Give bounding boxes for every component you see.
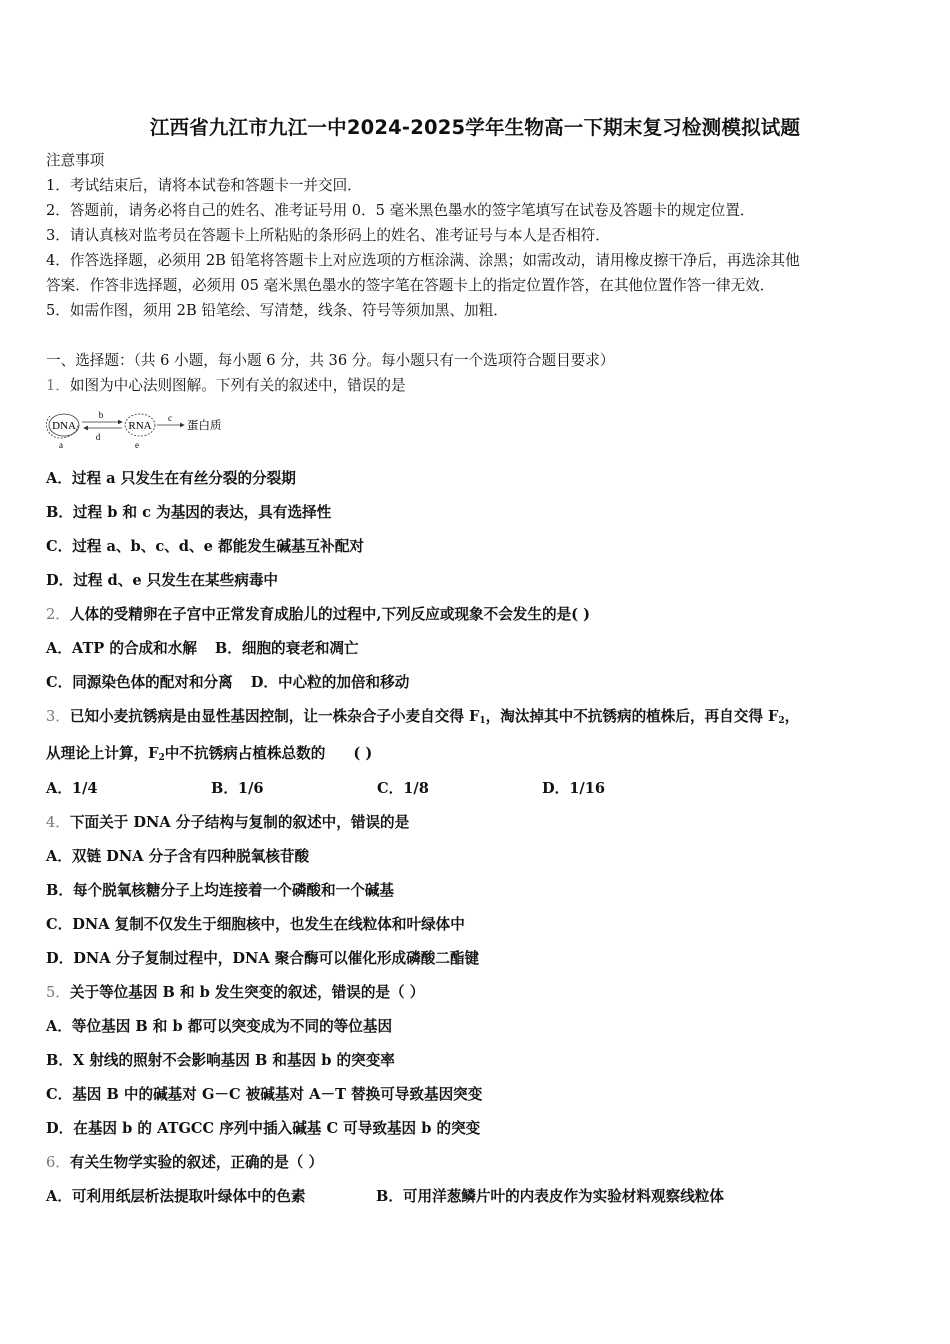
q2-option-d: D．中心粒的加倍和移动 [250, 674, 410, 691]
exam-title: 江西省九江市九江一中2024-2025学年生物高一下期末复习检测模拟试题 [149, 116, 801, 139]
q3-option-c: C．1/8 [377, 780, 429, 797]
q3-option-b: B．1/6 [211, 780, 264, 797]
answer-blank: ( ) [353, 745, 373, 762]
question-stem: 有关生物学实验的叙述，正确的是（ ） [69, 1154, 324, 1171]
notice-item-5: 5．如需作图，须用 2B 铅笔绘、写清楚，线条、符号等须加黑、加粗． [46, 302, 508, 319]
question-number: 2． [46, 606, 70, 623]
question-stem-part: ，淘汰掉其中不抗锈病的植株后，再自交得 F [485, 708, 779, 725]
question-stem-part: 已知小麦抗锈病是由显性基因控制，让一株杂合子小麦自交得 F [69, 708, 480, 725]
q4-option-d: D．DNA 分子复制过程中，DNA 聚合酶可以催化形成磷酸二酯键 [46, 950, 480, 967]
process-c-label: c [168, 413, 172, 423]
question-number: 5． [46, 984, 70, 1001]
question-stem-part: ， [784, 708, 800, 725]
notice-item-1: 1．考试结束后，请将本试卷和答题卡一并交回． [46, 177, 362, 194]
q4-option-b: B．每个脱氧核糖分子上均连接着一个磷酸和一个碱基 [46, 882, 394, 899]
central-dogma-diagram [44, 404, 244, 452]
subscript: 2 [158, 753, 165, 763]
q1-option-c: C．过程 a、b、c、d、e 都能发生碱基互补配对 [46, 538, 364, 555]
question-stem: 关于等位基因 B 和 b 发生突变的叙述，错误的是（ ） [69, 984, 425, 1001]
q2-option-a: A．ATP 的合成和水解 [46, 640, 197, 657]
q6-option-a: A．可利用纸层析法提取叶绿体中的色素 [46, 1188, 306, 1205]
q6-option-b: B．可用洋葱鳞片叶的内表皮作为实验材料观察线粒体 [376, 1188, 724, 1205]
q1-option-d: D．过程 d、e 只发生在某些病毒中 [46, 572, 279, 589]
question-number: 6． [46, 1154, 70, 1171]
q1-option-b: B．过程 b 和 c 为基因的表达，具有选择性 [46, 504, 332, 521]
notice-item-4-cont: 答案．作答非选择题，必须用 05 毫米黑色墨水的签字笔在答题卡上的指定位置作答，在其他位置作答一律无效． [46, 277, 775, 294]
question-3-cont [46, 744, 372, 768]
q2-option-b: B．细胞的衰老和凋亡 [214, 640, 359, 657]
process-d-label: d [95, 432, 101, 442]
subscript: 1 [479, 716, 486, 726]
q5-option-d: D．在基因 b 的 ATGCC 序列中插入碱基 C 可导致基因 b 的突变 [46, 1120, 481, 1137]
notice-item-2: 2．答题前，请务必将自己的姓名、准考证号用 0．5 毫米黑色墨水的签字笔填写在试卷及答题卡的规定位置． [46, 202, 755, 219]
rna-label: RNA [128, 420, 152, 432]
question-4 [46, 813, 409, 833]
question-number: 4． [46, 814, 70, 831]
protein-label: 蛋白质 [187, 418, 222, 432]
q2-options-cd [46, 673, 409, 693]
q4-option-a: A．双链 DNA 分子含有四种脱氧核苷酸 [46, 848, 310, 865]
question-stem: 人体的受精卵在子宫中正常发育成胎儿的过程中,下列反应或现象不会发生的是( ) [69, 606, 591, 623]
question-stem: 如图为中心法则图解。下列有关的叙述中，错误的是 [69, 377, 406, 394]
question-5 [46, 983, 424, 1003]
q1-option-a: A．过程 a 只发生在有丝分裂的分裂期 [46, 470, 296, 487]
question-6 [46, 1153, 323, 1173]
subscript: 2 [778, 716, 785, 726]
question-number: 3． [46, 708, 70, 725]
q3-option-a: A．1/4 [46, 780, 98, 797]
q4-option-c: C．DNA 复制不仅发生于细胞核中，也发生在线粒体和叶绿体中 [46, 916, 465, 933]
question-3 [46, 707, 799, 731]
question-2 [46, 605, 590, 625]
q5-option-b: B．X 射线的照射不会影响基因 B 和基因 b 的突变率 [46, 1052, 395, 1069]
question-1 [46, 376, 406, 396]
q3-option-d: D．1/16 [542, 780, 606, 797]
process-a-label: a [59, 440, 63, 450]
question-stem-part: 从理论上计算，F [46, 745, 159, 762]
notice-item-4: 4．作答选择题，必须用 2B 铅笔将答题卡上对应选项的方框涂满、涂黑；如需改动，请用橡皮擦干净后，再选涂其他 [46, 252, 800, 269]
process-e-label: e [135, 440, 139, 450]
notice-item-3: 3．请认真核对监考员在答题卡上所粘贴的条形码上的姓名、准考证号与本人是否相符． [46, 227, 610, 244]
question-stem: 下面关于 DNA 分子结构与复制的叙述中，错误的是 [69, 814, 410, 831]
dna-label: DNA [52, 420, 76, 432]
q5-option-c: C．基因 B 中的碱基对 G－C 被碱基对 A－T 替换可导致基因突变 [46, 1086, 483, 1103]
question-number: 1． [46, 377, 70, 394]
question-stem-part: 中不抗锈病占植株总数的 [164, 745, 326, 762]
section-heading: 一、选择题：（共 6 小题，每小题 6 分，共 36 分。每小题只有一个选项符合题目要求） [46, 352, 615, 369]
process-b-label: b [98, 410, 104, 420]
q2-options-ab [46, 639, 359, 659]
q5-option-a: A．等位基因 B 和 b 都可以突变成为不同的等位基因 [46, 1018, 393, 1035]
notice-heading: 注意事项 [46, 152, 105, 169]
q2-option-c: C．同源染色体的配对和分离 [46, 674, 233, 691]
